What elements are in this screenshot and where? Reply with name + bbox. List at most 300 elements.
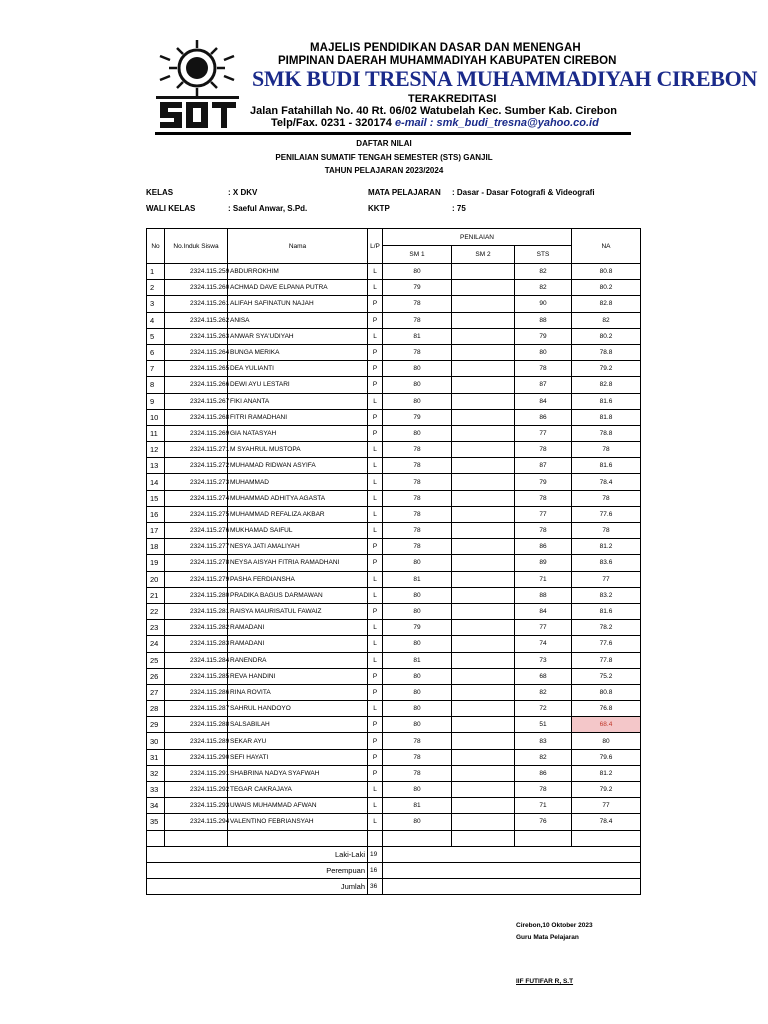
header-na: NA <box>572 229 641 264</box>
row-no: 9 <box>147 393 165 409</box>
row-lp: P <box>368 684 383 700</box>
row-nama: SEFI HAYATI <box>228 749 368 765</box>
row-nama: ANWAR SYA'UDIYAH <box>228 328 368 344</box>
row-na: 79.6 <box>572 749 641 765</box>
row-na: 77.6 <box>572 636 641 652</box>
row-sm2 <box>452 603 515 619</box>
row-sm1: 78 <box>383 749 452 765</box>
row-sm2 <box>452 490 515 506</box>
row-sm2 <box>452 636 515 652</box>
table-row <box>147 765 641 781</box>
table-row <box>147 458 641 474</box>
row-nama: MUHAMAD RIDWAN ASYIFA <box>228 458 368 474</box>
kelas-value: : X DKV <box>228 188 258 197</box>
row-sts: 71 <box>515 798 572 814</box>
row-nama: REVA HANDINI <box>228 668 368 684</box>
table-spacer-row <box>147 830 641 846</box>
row-na: 81.2 <box>572 765 641 781</box>
row-na: 78.4 <box>572 474 641 490</box>
row-sts: 78 <box>515 523 572 539</box>
row-sm1: 80 <box>383 377 452 393</box>
row-no: 27 <box>147 684 165 700</box>
row-lp: L <box>368 571 383 587</box>
row-sm1: 80 <box>383 555 452 571</box>
row-nama: M SYAHRUL MUSTOPA <box>228 442 368 458</box>
row-sm2 <box>452 474 515 490</box>
row-sm2 <box>452 361 515 377</box>
row-sm2 <box>452 344 515 360</box>
row-na: 82.8 <box>572 296 641 312</box>
row-lp: P <box>368 361 383 377</box>
row-sm2 <box>452 814 515 830</box>
academic-year: TAHUN PELAJARAN 2023/2024 <box>324 166 444 175</box>
table-row <box>147 652 641 668</box>
total-value: 19 <box>368 846 383 862</box>
row-sm2 <box>452 539 515 555</box>
row-nis: 2324.115.271 <box>165 442 228 458</box>
total-rows <box>147 830 641 895</box>
row-lp: L <box>368 620 383 636</box>
table-row <box>147 539 641 555</box>
row-nis: 2324.115.276 <box>165 523 228 539</box>
row-no: 20 <box>147 571 165 587</box>
kelas-label: KELAS <box>146 188 174 197</box>
row-sm2 <box>452 555 515 571</box>
row-sm1: 78 <box>383 539 452 555</box>
kktp-value: : 75 <box>452 204 466 213</box>
row-sm1: 80 <box>383 393 452 409</box>
row-nis: 2324.115.274 <box>165 490 228 506</box>
table-row <box>147 344 641 360</box>
table-row <box>147 749 641 765</box>
row-nama: ANISA <box>228 312 368 328</box>
row-na: 83.6 <box>572 555 641 571</box>
row-no: 14 <box>147 474 165 490</box>
row-sm2 <box>452 717 515 733</box>
row-nama: DEWI AYU LESTARI <box>228 377 368 393</box>
row-na: 80.2 <box>572 328 641 344</box>
row-sm2 <box>452 377 515 393</box>
row-lp: P <box>368 733 383 749</box>
row-sm2 <box>452 733 515 749</box>
row-lp: L <box>368 506 383 522</box>
row-nama: RAISYA MAURISATUL FAWAIZ <box>228 603 368 619</box>
row-nama: RAMADANI <box>228 620 368 636</box>
spacer-cell <box>368 830 383 846</box>
letterhead-line1: MAJELIS PENDIDIKAN DASAR DAN MENENGAH <box>310 42 581 54</box>
row-sts: 77 <box>515 620 572 636</box>
row-lp: L <box>368 636 383 652</box>
row-lp: L <box>368 587 383 603</box>
row-sts: 88 <box>515 587 572 603</box>
row-nama: RANENDRA <box>228 652 368 668</box>
header-sts: STS <box>515 246 572 264</box>
row-sm1: 80 <box>383 425 452 441</box>
row-lp: P <box>368 312 383 328</box>
row-nis: 2324.115.272 <box>165 458 228 474</box>
row-no: 15 <box>147 490 165 506</box>
table-row <box>147 490 641 506</box>
row-nis: 2324.115.268 <box>165 409 228 425</box>
row-nis: 2324.115.291 <box>165 765 228 781</box>
row-no: 4 <box>147 312 165 328</box>
row-sts: 82 <box>515 264 572 280</box>
row-nis: 2324.115.287 <box>165 701 228 717</box>
row-sts: 90 <box>515 296 572 312</box>
row-na: 81.2 <box>572 539 641 555</box>
row-lp: P <box>368 344 383 360</box>
row-no: 35 <box>147 814 165 830</box>
row-sm1: 78 <box>383 344 452 360</box>
table-row <box>147 506 641 522</box>
school-name: SMK BUDI TRESNA MUHAMMADIYAH CIREBON <box>252 66 758 91</box>
row-no: 18 <box>147 539 165 555</box>
signature-place-date: Cirebon,10 Oktober 2023 <box>516 922 593 929</box>
row-sts: 86 <box>515 765 572 781</box>
row-sm2 <box>452 296 515 312</box>
total-row <box>147 879 641 895</box>
row-lp: L <box>368 782 383 798</box>
row-sts: 84 <box>515 603 572 619</box>
document-subtitle: PENILAIAN SUMATIF TENGAH SEMESTER (STS) GANJIL <box>275 153 493 162</box>
row-na: 78.8 <box>572 344 641 360</box>
signature-role: Guru Mata Pelajaran <box>516 934 579 941</box>
table-row <box>147 814 641 830</box>
row-sm2 <box>452 701 515 717</box>
total-label: Jumlah <box>147 879 368 895</box>
row-lp: P <box>368 603 383 619</box>
row-no: 26 <box>147 668 165 684</box>
header-no: No <box>147 229 165 264</box>
table-row <box>147 636 641 652</box>
row-no: 28 <box>147 701 165 717</box>
row-na: 81.6 <box>572 603 641 619</box>
row-sts: 83 <box>515 733 572 749</box>
row-na: 83.2 <box>572 587 641 603</box>
total-row <box>147 862 641 878</box>
row-nama: VALENTINO FEBRIANSYAH <box>228 814 368 830</box>
row-lp: P <box>368 377 383 393</box>
row-na: 80.8 <box>572 264 641 280</box>
row-no: 31 <box>147 749 165 765</box>
row-nis: 2324.115.284 <box>165 652 228 668</box>
row-na: 77 <box>572 571 641 587</box>
row-na: 78 <box>572 490 641 506</box>
row-sm1: 81 <box>383 798 452 814</box>
school-phone: Telp/Fax. 0231 - 320174 <box>271 117 392 129</box>
row-nis: 2324.115.282 <box>165 620 228 636</box>
table-row <box>147 555 641 571</box>
row-nis: 2324.115.288 <box>165 717 228 733</box>
row-sm2 <box>452 523 515 539</box>
total-empty-cell <box>383 846 641 862</box>
row-sm2 <box>452 652 515 668</box>
row-sm2 <box>452 328 515 344</box>
row-sts: 82 <box>515 749 572 765</box>
row-sts: 78 <box>515 782 572 798</box>
row-lp: L <box>368 442 383 458</box>
row-sm1: 78 <box>383 312 452 328</box>
row-sts: 68 <box>515 668 572 684</box>
wali-kelas-label: WALI KELAS <box>146 204 196 213</box>
row-no: 17 <box>147 523 165 539</box>
row-sm1: 81 <box>383 652 452 668</box>
table-row <box>147 296 641 312</box>
total-label: Perempuan <box>147 862 368 878</box>
school-address: Jalan Fatahillah No. 40 Rt. 06/02 Watubelah Kec. Sumber Kab. Cirebon <box>250 105 617 117</box>
row-na: 81.6 <box>572 393 641 409</box>
total-row <box>147 846 641 862</box>
row-nis: 2324.115.278 <box>165 555 228 571</box>
row-nama: BUNGA MERIKA <box>228 344 368 360</box>
row-sts: 82 <box>515 280 572 296</box>
row-nama: PRADIKA BAGUS DARMAWAN <box>228 587 368 603</box>
row-nama: FITRI RAMADHANI <box>228 409 368 425</box>
letterhead-line2: PIMPINAN DAERAH MUHAMMADIYAH KABUPATEN CIREBON <box>278 55 617 67</box>
spacer-cell <box>228 830 368 846</box>
row-sm1: 78 <box>383 490 452 506</box>
row-nama: MUHAMMAD ADHITYA AGASTA <box>228 490 368 506</box>
row-sm1: 80 <box>383 717 452 733</box>
row-sm2 <box>452 798 515 814</box>
row-nis: 2324.115.283 <box>165 636 228 652</box>
row-na: 78 <box>572 523 641 539</box>
row-sm1: 80 <box>383 361 452 377</box>
row-no: 1 <box>147 264 165 280</box>
row-sm1: 78 <box>383 733 452 749</box>
row-sm2 <box>452 668 515 684</box>
row-sts: 78 <box>515 361 572 377</box>
spacer-cell <box>147 830 165 846</box>
row-sm2 <box>452 571 515 587</box>
table-row <box>147 361 641 377</box>
row-lp: L <box>368 814 383 830</box>
row-nis: 2324.115.285 <box>165 668 228 684</box>
row-sm1: 80 <box>383 603 452 619</box>
row-sm2 <box>452 280 515 296</box>
row-no: 3 <box>147 296 165 312</box>
row-sm2 <box>452 442 515 458</box>
row-na: 82.8 <box>572 377 641 393</box>
row-nama: MUHAMMAD <box>228 474 368 490</box>
table-row <box>147 733 641 749</box>
school-contact <box>271 117 599 129</box>
row-nis: 2324.115.293 <box>165 798 228 814</box>
row-nis: 2324.115.259 <box>165 264 228 280</box>
row-sm2 <box>452 458 515 474</box>
header-sm2: SM 2 <box>452 246 515 264</box>
row-no: 13 <box>147 458 165 474</box>
row-na: 80 <box>572 733 641 749</box>
row-sm1: 78 <box>383 523 452 539</box>
row-no: 29 <box>147 717 165 733</box>
row-sm2 <box>452 749 515 765</box>
row-na: 81.8 <box>572 409 641 425</box>
spacer-cell <box>383 830 452 846</box>
row-no: 5 <box>147 328 165 344</box>
table-row <box>147 571 641 587</box>
row-na: 79.2 <box>572 782 641 798</box>
row-sm1: 78 <box>383 474 452 490</box>
row-nis: 2324.115.273 <box>165 474 228 490</box>
row-no: 12 <box>147 442 165 458</box>
spacer-cell <box>165 830 228 846</box>
row-na: 77.6 <box>572 506 641 522</box>
row-na: 78 <box>572 442 641 458</box>
row-sts: 73 <box>515 652 572 668</box>
mapel-value: : Dasar - Dasar Fotografi & Videografi <box>452 188 595 197</box>
row-no: 19 <box>147 555 165 571</box>
table-row <box>147 328 641 344</box>
row-sm1: 79 <box>383 280 452 296</box>
row-sm1: 81 <box>383 571 452 587</box>
row-no: 7 <box>147 361 165 377</box>
row-na: 68.4 <box>572 717 641 733</box>
row-lp: L <box>368 328 383 344</box>
row-nis: 2324.115.267 <box>165 393 228 409</box>
row-sm1: 80 <box>383 782 452 798</box>
row-sts: 80 <box>515 344 572 360</box>
row-nis: 2324.115.289 <box>165 733 228 749</box>
header-lp: L/P <box>368 229 383 264</box>
spacer-cell <box>515 830 572 846</box>
row-sm2 <box>452 312 515 328</box>
row-lp: L <box>368 490 383 506</box>
row-sts: 76 <box>515 814 572 830</box>
row-no: 30 <box>147 733 165 749</box>
row-na: 80.8 <box>572 684 641 700</box>
table-row <box>147 409 641 425</box>
row-sts: 87 <box>515 458 572 474</box>
row-nis: 2324.115.279 <box>165 571 228 587</box>
row-na: 77 <box>572 798 641 814</box>
row-nis: 2324.115.290 <box>165 749 228 765</box>
row-sts: 78 <box>515 442 572 458</box>
table-row <box>147 312 641 328</box>
school-logo <box>150 38 245 130</box>
row-na: 81.6 <box>572 458 641 474</box>
row-no: 16 <box>147 506 165 522</box>
row-nama: RAMADANI <box>228 636 368 652</box>
row-lp: P <box>368 539 383 555</box>
table-row <box>147 474 641 490</box>
row-nama: SALSABILAH <box>228 717 368 733</box>
row-nama: TEGAR CAKRAJAYA <box>228 782 368 798</box>
school-email: e-mail : smk_budi_tresna@yahoo.co.id <box>394 117 599 129</box>
row-lp: L <box>368 652 383 668</box>
row-nis: 2324.115.280 <box>165 587 228 603</box>
table-row <box>147 603 641 619</box>
row-lp: P <box>368 296 383 312</box>
row-no: 23 <box>147 620 165 636</box>
row-lp: P <box>368 765 383 781</box>
row-sts: 78 <box>515 490 572 506</box>
accreditation: TERAKREDITASI <box>408 93 497 105</box>
row-nis: 2324.115.286 <box>165 684 228 700</box>
row-na: 77.8 <box>572 652 641 668</box>
row-no: 11 <box>147 425 165 441</box>
table-row <box>147 668 641 684</box>
grade-rows <box>147 264 641 831</box>
row-sm2 <box>452 506 515 522</box>
table-row <box>147 442 641 458</box>
row-sm1: 80 <box>383 814 452 830</box>
table-row <box>147 782 641 798</box>
row-lp: L <box>368 393 383 409</box>
row-sts: 89 <box>515 555 572 571</box>
row-nis: 2324.115.264 <box>165 344 228 360</box>
row-nis: 2324.115.292 <box>165 782 228 798</box>
row-sts: 88 <box>515 312 572 328</box>
row-no: 10 <box>147 409 165 425</box>
row-sm1: 78 <box>383 296 452 312</box>
table-row <box>147 523 641 539</box>
row-nis: 2324.115.294 <box>165 814 228 830</box>
row-nama: NESYA JATI AMALIYAH <box>228 539 368 555</box>
row-na: 78.2 <box>572 620 641 636</box>
row-nama: FIKI ANANTA <box>228 393 368 409</box>
row-sm2 <box>452 409 515 425</box>
row-sts: 82 <box>515 684 572 700</box>
row-sm1: 78 <box>383 442 452 458</box>
row-lp: P <box>368 717 383 733</box>
row-no: 22 <box>147 603 165 619</box>
header-penilaian: PENILAIAN <box>383 229 572 246</box>
row-no: 34 <box>147 798 165 814</box>
row-nis: 2324.115.263 <box>165 328 228 344</box>
total-value: 16 <box>368 862 383 878</box>
row-sts: 86 <box>515 539 572 555</box>
row-sm2 <box>452 765 515 781</box>
row-sm1: 79 <box>383 620 452 636</box>
row-sm2 <box>452 425 515 441</box>
row-lp: L <box>368 474 383 490</box>
table-row <box>147 264 641 280</box>
row-sm1: 80 <box>383 701 452 717</box>
row-sts: 72 <box>515 701 572 717</box>
total-label: Laki-Laki <box>147 846 368 862</box>
row-sm2 <box>452 684 515 700</box>
row-sm1: 78 <box>383 458 452 474</box>
row-lp: L <box>368 280 383 296</box>
letterhead-divider <box>155 132 631 135</box>
row-no: 32 <box>147 765 165 781</box>
row-sts: 77 <box>515 425 572 441</box>
row-nis: 2324.115.269 <box>165 425 228 441</box>
total-value: 36 <box>368 879 383 895</box>
row-sm1: 80 <box>383 668 452 684</box>
kktp-label: KKTP <box>368 204 390 213</box>
row-nis: 2324.115.260 <box>165 280 228 296</box>
row-na: 78.8 <box>572 425 641 441</box>
row-sm1: 79 <box>383 409 452 425</box>
header-sm1: SM 1 <box>383 246 452 264</box>
signature-name: IIF FUTIFAR R, S.T <box>516 978 574 985</box>
row-lp: L <box>368 264 383 280</box>
header-nis: No.Induk Siswa <box>165 229 228 264</box>
row-sm1: 80 <box>383 684 452 700</box>
row-nis: 2324.115.281 <box>165 603 228 619</box>
row-nama: MUKHAMAD SAIFUL <box>228 523 368 539</box>
row-na: 82 <box>572 312 641 328</box>
row-lp: P <box>368 668 383 684</box>
row-sm1: 80 <box>383 587 452 603</box>
spacer-cell <box>452 830 515 846</box>
row-nama: RINA ROVITA <box>228 684 368 700</box>
row-nama: PASHA FERDIANSHA <box>228 571 368 587</box>
document-title: DAFTAR NILAI <box>356 139 412 148</box>
grades-table <box>146 228 641 895</box>
